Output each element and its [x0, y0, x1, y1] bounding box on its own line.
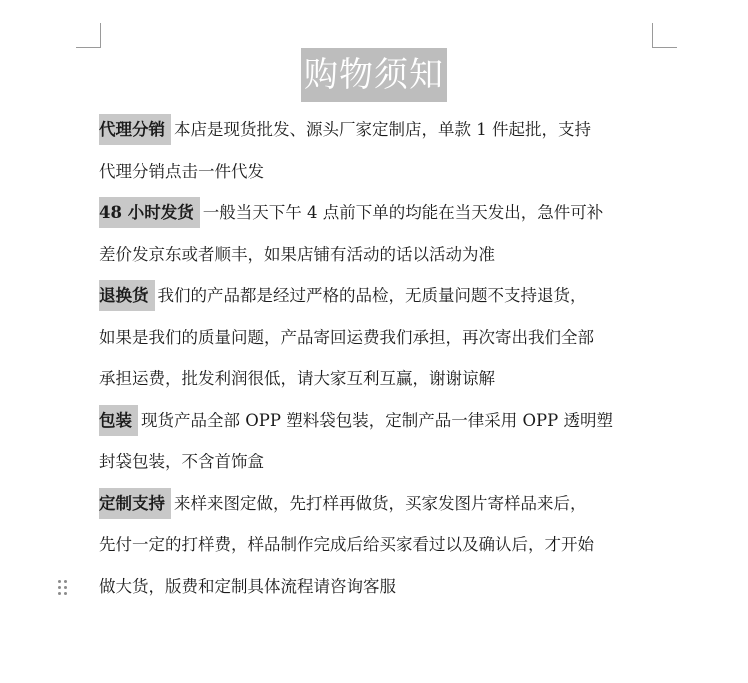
paragraph-returns-cont-2 [99, 358, 655, 400]
paragraph-line: 我们的产品都是经过严格的品检，无质量问题不支持退货， [157, 286, 587, 305]
drag-handle-icon[interactable] [57, 578, 69, 596]
paragraph-line: 做大货，版费和定制具体流程请咨询客服 [99, 576, 396, 596]
paragraph-line: 先付一定的打样费，样品制作完成后给买家看过以及确认后，才开始 [99, 535, 594, 554]
paragraph-line: 一般当天下午 4 点前下单的均能在当天发出，急件可补 [202, 203, 604, 222]
paragraph-heading: 48 小时发货 [99, 197, 200, 228]
crop-mark-top-left [76, 23, 101, 48]
paragraph-returns [99, 275, 655, 317]
paragraph-line: 代理分销点击一件代发 [99, 161, 264, 181]
paragraph-agency [99, 109, 655, 151]
paragraph-line: 本店是现货批发、源头厂家定制店，单款 1 件起批，支持 [174, 120, 591, 139]
paragraph-heading: 定制支持 [99, 488, 171, 519]
paragraph-custom-cont-1 [99, 524, 655, 566]
title-container [0, 48, 748, 102]
paragraph-line: 承担运费，批发利润很低，请大家互利互赢，谢谢谅解 [99, 369, 495, 388]
paragraph-line: 差价发京东或者顺丰，如果店铺有活动的话以活动为准 [99, 244, 495, 264]
paragraph-returns-cont-1 [99, 317, 655, 359]
document-title: 购物须知 [301, 48, 447, 102]
paragraph-shipping [99, 192, 655, 234]
paragraph-line: 如果是我们的质量问题，产品寄回运费我们承担，再次寄出我们全部 [99, 327, 594, 347]
paragraph-packaging [99, 400, 655, 442]
paragraph-line: 来样来图定做，先打样再做货，买家发图片寄样品来后， [174, 493, 587, 513]
paragraph-line: 现货产品全部 OPP 塑料袋包装，定制产品一律采用 OPP 透明塑 [141, 410, 613, 430]
paragraph-custom [99, 483, 655, 525]
paragraph-heading: 代理分销 [99, 114, 171, 145]
document-body [99, 109, 655, 607]
paragraph-custom-cont-2 [99, 566, 655, 608]
crop-mark-top-right [652, 23, 677, 48]
paragraph-agency-cont [99, 151, 655, 193]
paragraph-heading: 包装 [99, 405, 138, 436]
paragraph-heading: 退换货 [99, 280, 155, 311]
paragraph-packaging-cont [99, 441, 655, 483]
paragraph-line: 封袋包装，不含首饰盒 [99, 452, 264, 471]
paragraph-shipping-cont [99, 234, 655, 276]
